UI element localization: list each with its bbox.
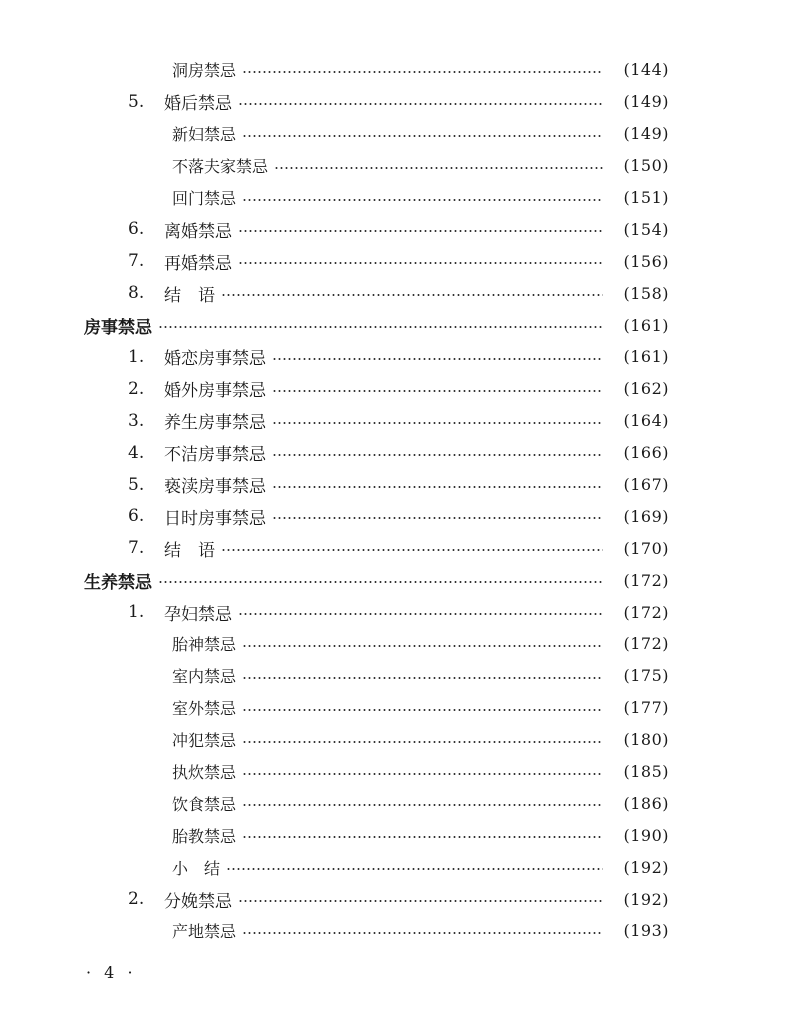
toc-entry xyxy=(0,500,809,532)
toc-entry-title: 胎神禁忌 xyxy=(172,635,237,655)
dot-leader xyxy=(238,230,603,232)
dot-leader xyxy=(221,549,603,551)
toc-entry xyxy=(0,469,809,501)
toc-entry-title: 不洁房事禁忌 xyxy=(164,445,266,466)
toc-entry-title: 离婚禁忌 xyxy=(164,221,232,242)
toc-entry-number: 2. xyxy=(128,378,145,399)
dot-leader xyxy=(242,199,603,201)
toc-entry xyxy=(0,245,809,277)
toc-page-number: (172) xyxy=(623,602,669,622)
toc-page-number: (161) xyxy=(623,315,669,335)
toc-entry-title: 养生房事禁忌 xyxy=(164,413,266,434)
toc-entry xyxy=(0,213,809,245)
toc-entry xyxy=(0,437,809,469)
toc-entry-number: 7. xyxy=(128,251,145,272)
toc-page-number: (172) xyxy=(623,570,669,590)
toc-entry-title: 日时房事禁忌 xyxy=(164,508,266,529)
toc-page-number: (186) xyxy=(623,793,669,813)
toc-page-number: (192) xyxy=(623,857,669,877)
toc-entry-number: 7. xyxy=(128,538,145,559)
toc-entry-title: 房事禁忌 xyxy=(84,317,152,338)
toc-entry-number: 6. xyxy=(128,506,145,527)
toc-entry-number: 2. xyxy=(128,889,145,910)
toc-entry-title: 饮食禁忌 xyxy=(172,794,237,814)
toc-entry xyxy=(0,851,809,883)
dot-leader xyxy=(242,741,603,743)
toc-entry xyxy=(0,819,809,851)
toc-entry xyxy=(0,724,809,756)
toc-entry-title: 小 结 xyxy=(172,858,221,878)
toc-section-heading xyxy=(0,564,809,596)
toc-page-number: (170) xyxy=(623,538,669,558)
toc-entry xyxy=(0,532,809,564)
toc-entry-title: 结 语 xyxy=(164,285,215,306)
toc-page-number: (193) xyxy=(623,921,669,941)
toc-entry xyxy=(0,373,809,405)
toc-page-number: (166) xyxy=(623,443,669,463)
toc-entry-title: 回门禁忌 xyxy=(172,189,237,208)
dot-leader xyxy=(272,517,603,519)
toc-page-number: (158) xyxy=(623,283,669,303)
toc-entry xyxy=(0,756,809,788)
toc-entry-title: 婚恋房事禁忌 xyxy=(164,349,266,370)
toc-page-number: (162) xyxy=(623,379,669,399)
toc-page-number: (161) xyxy=(623,347,669,367)
dot-leader xyxy=(272,454,603,456)
toc-entry-title: 生养禁忌 xyxy=(84,572,152,593)
toc-section-heading xyxy=(0,309,809,341)
toc-page-number: (177) xyxy=(623,698,669,718)
toc-entry xyxy=(0,596,809,628)
toc-entry-number: 1. xyxy=(128,602,145,623)
toc-entry xyxy=(0,86,809,118)
toc-entry-title: 婚外房事禁忌 xyxy=(164,381,266,402)
toc-entry-title: 结 语 xyxy=(164,540,215,561)
dot-leader xyxy=(158,326,603,328)
toc-entry-number: 4. xyxy=(128,442,145,463)
dot-leader xyxy=(274,167,603,169)
toc-page-number: (167) xyxy=(623,475,669,495)
toc-entry xyxy=(0,118,809,150)
dot-leader xyxy=(272,358,603,360)
toc-entry xyxy=(0,692,809,724)
toc-page-number: (156) xyxy=(623,251,669,271)
toc-page-number: (175) xyxy=(623,666,669,686)
toc-page-number: (185) xyxy=(623,762,669,782)
toc-entry xyxy=(0,660,809,692)
toc-entry-title: 不落夫家禁忌 xyxy=(172,157,269,177)
page-number: · 4 · xyxy=(86,963,137,982)
dot-leader xyxy=(242,804,603,806)
dot-leader xyxy=(272,422,603,424)
toc-entry-title: 再婚禁忌 xyxy=(164,253,232,274)
toc-entry-number: 8. xyxy=(128,283,145,304)
table-of-contents xyxy=(0,54,809,947)
dot-leader xyxy=(272,390,603,392)
toc-entry xyxy=(0,277,809,309)
dot-leader xyxy=(242,677,603,679)
toc-page-number: (180) xyxy=(623,730,669,750)
toc-page-number: (149) xyxy=(623,124,669,144)
toc-page-number: (154) xyxy=(623,219,669,239)
toc-entry-title: 室外禁忌 xyxy=(172,699,237,719)
dot-leader xyxy=(238,613,603,615)
dot-leader xyxy=(242,709,603,711)
toc-page-number: (144) xyxy=(623,60,669,80)
toc-entry-number: 5. xyxy=(128,474,145,495)
dot-leader xyxy=(221,294,603,296)
toc-entry xyxy=(0,787,809,819)
dot-leader xyxy=(238,262,603,264)
dot-leader xyxy=(158,581,603,583)
toc-page-number: (172) xyxy=(623,634,669,654)
toc-page-number: (149) xyxy=(623,92,669,112)
dot-leader xyxy=(242,135,603,137)
toc-entry-title: 新妇禁忌 xyxy=(172,125,237,145)
dot-leader xyxy=(242,71,603,73)
toc-entry-title: 胎教禁忌 xyxy=(172,826,237,846)
dot-leader xyxy=(242,836,603,838)
dot-leader xyxy=(272,486,603,488)
toc-entry-number: 6. xyxy=(128,219,145,240)
toc-page-number: (169) xyxy=(623,506,669,526)
toc-entry xyxy=(0,405,809,437)
toc-entry-number: 1. xyxy=(128,346,145,367)
toc-page-number: (190) xyxy=(623,825,669,845)
toc-entry xyxy=(0,341,809,373)
dot-leader xyxy=(226,868,603,870)
toc-page-number: (192) xyxy=(623,889,669,909)
toc-entry xyxy=(0,150,809,182)
toc-entry xyxy=(0,54,809,86)
toc-entry-title: 执炊禁忌 xyxy=(172,763,237,783)
toc-entry-title: 亵渎房事禁忌 xyxy=(164,477,266,498)
toc-page-number: (150) xyxy=(623,156,669,176)
toc-entry xyxy=(0,915,809,947)
dot-leader xyxy=(242,645,603,647)
dot-leader xyxy=(238,900,603,902)
toc-page-number: (151) xyxy=(623,188,669,207)
dot-leader xyxy=(238,103,603,105)
toc-entry xyxy=(0,883,809,915)
toc-entry-number: 3. xyxy=(128,410,145,431)
dot-leader xyxy=(242,932,603,934)
toc-entry-number: 5. xyxy=(128,91,145,112)
toc-entry xyxy=(0,182,809,214)
toc-entry-title: 孕妇禁忌 xyxy=(164,604,232,625)
toc-entry-title: 产地禁忌 xyxy=(172,922,237,942)
toc-entry-title: 洞房禁忌 xyxy=(172,61,237,81)
toc-entry-title: 室内禁忌 xyxy=(172,667,237,687)
toc-entry-title: 冲犯禁忌 xyxy=(172,731,237,751)
toc-entry-title: 分娩禁忌 xyxy=(164,891,232,912)
toc-page-number: (164) xyxy=(623,411,669,431)
toc-entry-title: 婚后禁忌 xyxy=(164,94,232,115)
dot-leader xyxy=(242,773,603,775)
toc-entry xyxy=(0,628,809,660)
